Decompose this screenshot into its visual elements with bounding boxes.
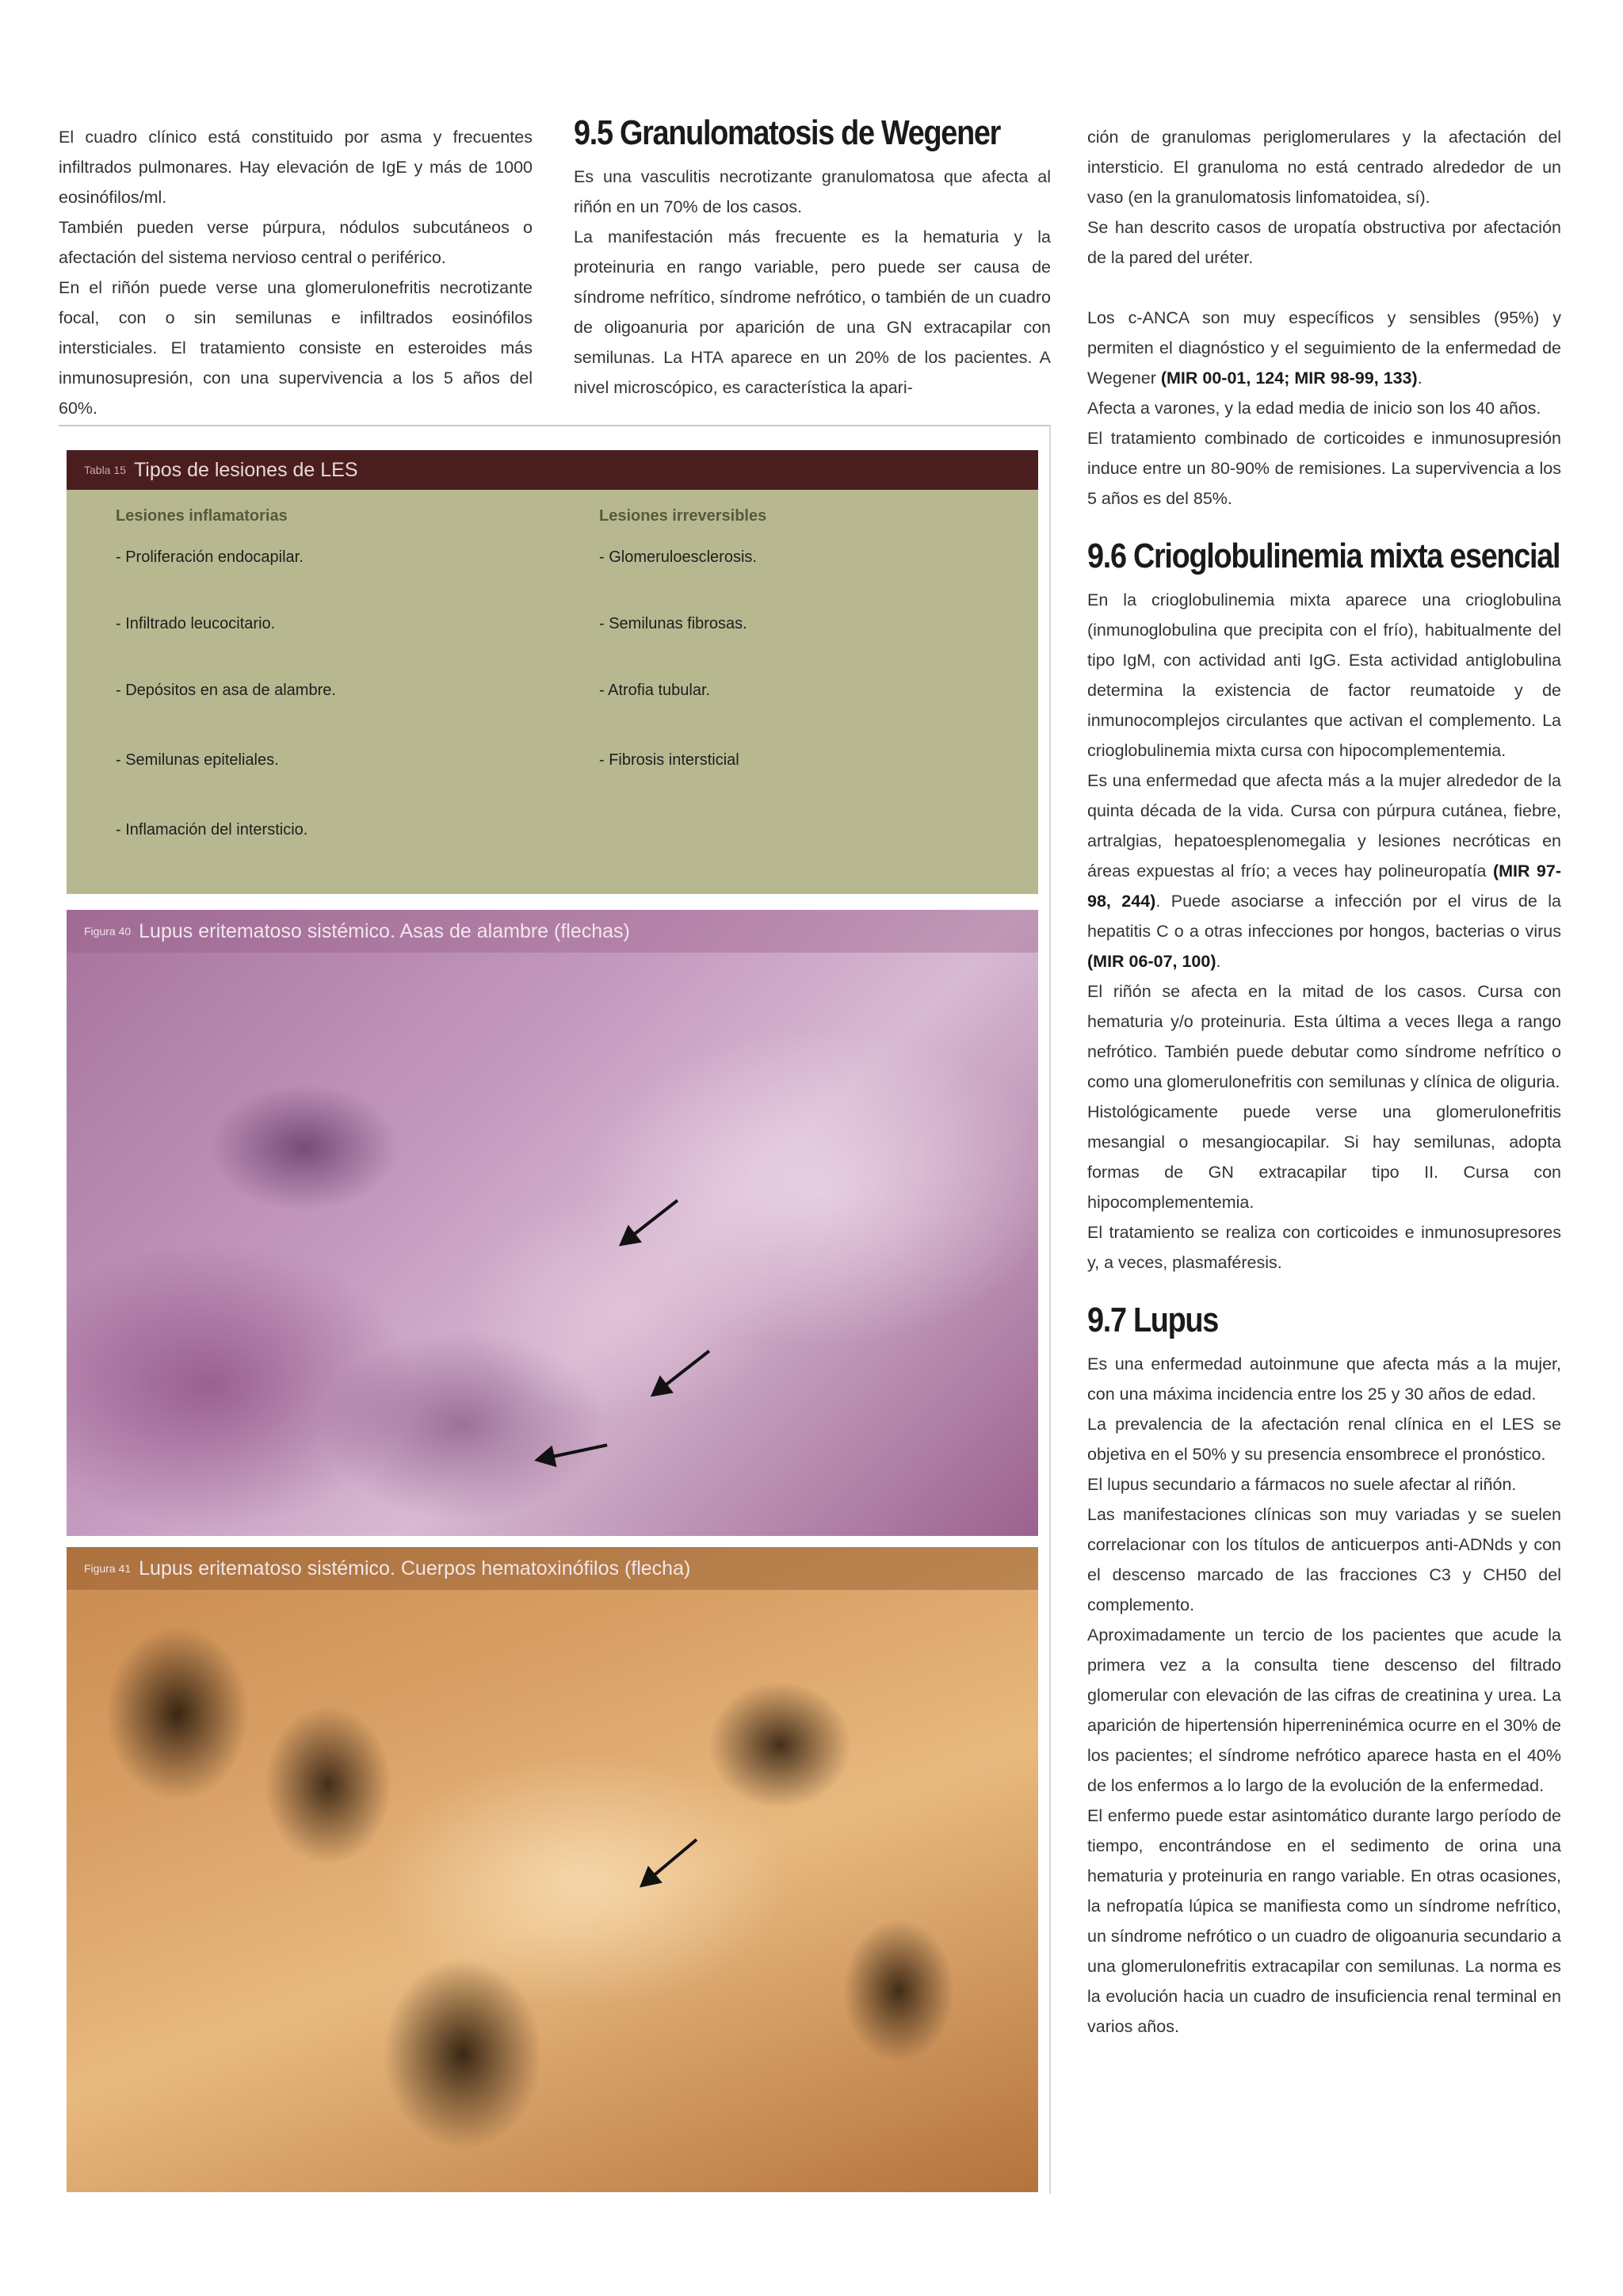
paragraph [1087, 303, 1561, 393]
paragraph: Se han descrito casos de uropatía obstructiva por afectación de la pared del uréter. [1087, 218, 1561, 267]
figure-41-micrograph [67, 1547, 1038, 2192]
section-heading-wegener: 9.5 Granulomatosis de Wegener [574, 113, 1001, 152]
list-item: - Depósitos en asa de alambre. [116, 682, 336, 699]
left-column [59, 122, 533, 423]
list-item: - Infiltrado leucocitario. [116, 615, 276, 632]
arrow-icon [641, 1839, 698, 1887]
paragraph: Aproximadamente un tercio de los pacientes que acude la primera vez a la consulta tiene descenso del filtrado glomerular con elevación de las cifras de creatinina y urea. La aparición de hipertensión hiperreninémica ocurre en el 30% de los pacientes; el síndrome nefrótico aparece hasta en el 40% de los enfermos a lo largo de la evolución de la enfermedad. [1087, 1626, 1561, 1795]
paragraph: El riñón se afecta en la mitad de los casos. Cursa con hematuria y/o proteinuria. Esta última a veces llega a rango nefrótico. También puede debutar como síndrome nefrítico o como una glomerulonefritis con semilunas y clínica de oliguria. [1087, 982, 1561, 1091]
table-column-irreversibles [599, 490, 995, 769]
paragraph: Las manifestaciones clínicas son muy variadas y se suelen correlacionar con los títulos de anticuerpos anti-ADNds y con el descenso marcado de las fracciones C3 y CH50 del complemento. [1087, 1505, 1561, 1614]
section-heading-crioglobulinemia: 9.6 Crioglobulinemia mixta esencial [1087, 537, 1560, 575]
figure-label: Figura 41 [84, 1562, 132, 1575]
paragraph: El enfermo puede estar asintomático durante largo período de tiempo, encontrándose en el sedimento de orina una hematuria y proteinuria en rango variable. En otras ocasiones, la nefropatía lúpica se manifiesta como un síndrome nefrítico, un síndrome nefrótico o un cuadro de oligoanuria secundario a una glomerulonefritis extracapilar con semilunas. La norma es la evolución hacia un cuadro de insuficiencia renal terminal en varios años. [1087, 1806, 1561, 2036]
table-lesiones-les [67, 450, 1038, 894]
table-column-inflamatorias [116, 490, 559, 839]
arrow-icon [621, 1199, 678, 1246]
anca-text: Los c-ANCA son muy específicos y sensibles (95%) y permiten el diagnóstico y el seguimiento de la enfermedad de Wegener [1087, 308, 1561, 388]
middle-column [574, 111, 1051, 403]
text: Es una enfermedad que afecta más a la mujer alrededor de la quinta década de la vida. Cursa con púrpura cutánea, fiebre, artralgias, hepatoesplenomegalia y lesiones necróticas en áreas expuestas al frío; a veces hay polineuropatía [1087, 771, 1561, 881]
table-label: Tabla 15 [84, 464, 126, 476]
paragraph: También pueden verse púrpura, nódulos subcutáneos o afectación del sistema nervioso central o periférico. [59, 218, 533, 267]
table-header [67, 450, 1038, 490]
paragraph: El tratamiento se realiza con corticoides e inmunosupresores y, a veces, plasmaféresis. [1087, 1223, 1561, 1272]
paragraph: Es una vasculitis necrotizante granulomatosa que afecta al riñón en un 70% de los casos. [574, 167, 1051, 216]
list-item: - Semilunas epiteliales. [116, 751, 279, 769]
table-body [67, 490, 1038, 894]
list-item: - Glomeruloesclerosis. [599, 548, 757, 566]
table-title: Tipos de lesiones de LES [133, 458, 358, 481]
paragraph: En el riñón puede verse una glomerulonefritis necrotizante focal, con o sin semilunas e infiltrados eosinófilos intersticiales. El tratamiento consiste en esteroides más inmunosupresión, con una supervivencia a los 5 años del 60%. [59, 278, 533, 418]
paragraph: La prevalencia de la afectación renal clínica en el LES se objetiva en el 50% y su presencia ensombrece el pronóstico. [1087, 1415, 1561, 1464]
paragraph: Es una enfermedad autoinmune que afecta más a la mujer, con una máxima incidencia entre los 25 y 30 años de edad. [1087, 1354, 1561, 1404]
paragraph: El cuadro clínico está constituido por asma y frecuentes infiltrados pulmonares. Hay elevación de IgE y más de 1000 eosinófilos/ml. [59, 128, 533, 207]
column-header: Lesiones irreversibles [599, 507, 767, 525]
list-item: - Semilunas fibrosas. [599, 615, 747, 632]
list-item: - Proliferación endocapilar. [116, 548, 304, 566]
list-item: - Atrofia tubular. [599, 682, 711, 699]
list-item: - Inflamación del intersticio. [116, 821, 308, 839]
section-heading-lupus: 9.7 Lupus [1087, 1301, 1219, 1339]
mir-reference: (MIR 00-01, 124; MIR 98-99, 133) [1160, 369, 1418, 388]
paragraph: Afecta a varones, y la edad media de inicio son los 40 años. [1087, 399, 1541, 418]
arrow-icon [652, 1350, 710, 1396]
figure-title: Lupus eritematoso sistémico. Asas de alambre (flechas) [139, 919, 630, 942]
text: . Puede asociarse a infección por el virus de la hepatitis C o a otras infecciones por hongos, bacterias o virus [1087, 892, 1561, 941]
paragraph [1087, 766, 1561, 976]
column-header: Lesiones inflamatorias [116, 507, 288, 525]
figure-label: Figura 40 [84, 925, 132, 938]
period: . [1417, 369, 1423, 388]
mir-reference: (MIR 06-07, 100) [1087, 952, 1216, 971]
paragraph: El tratamiento combinado de corticoides e inmunosupresión induce entre un 80-90% de remisiones. La supervivencia a los 5 años es del 85%. [1087, 429, 1561, 508]
paragraph: En la crioglobulinemia mixta aparece una crioglobulina (inmunoglobulina que precipita con el frío), habitualmente del tipo IgM, con actividad anti IgG. Esta actividad antiglobulina determina la existencia de factor reumatoide y de inmunocomplejos circulantes que activan el complemento. La crioglobulinemia mixta cursa con hipocomplementemia. [1087, 590, 1561, 760]
paragraph: ción de granulomas periglomerulares y la afectación del intersticio. El granuloma no está centrado alrededor de un vaso (en la granulomatosis linfomatoidea, sí). [1087, 128, 1561, 207]
figure-title: Lupus eritematoso sistémico. Cuerpos hematoxinófilos (flecha) [139, 1557, 691, 1580]
paragraph: Histológicamente puede verse una glomerulonefritis mesangial o mesangiocapilar. Si hay semilunas, adopta formas de GN extracapilar tipo II. Cursa con hipocomplementemia. [1087, 1102, 1561, 1212]
right-column [1087, 122, 1561, 2042]
period: . [1216, 952, 1221, 971]
mir-reference: (MIR 97-98, 244) [1087, 861, 1561, 911]
paragraph: El lupus secundario a fármacos no suele afectar al riñón. [1087, 1475, 1517, 1494]
arrow-icon [537, 1443, 608, 1461]
figure-caption [67, 910, 1038, 953]
list-item: - Fibrosis intersticial [599, 751, 739, 769]
figure-40-micrograph [67, 910, 1038, 1536]
paragraph: La manifestación más frecuente es la hematuria y la proteinuria en rango variable, pero puede ser causa de síndrome nefrítico, síndrome nefrótico, o también de un cuadro de oligoanuria por aparición de una GN extracapilar con semilunas. La HTA aparece en un 20% de los pacientes. A nivel microscópico, es característica la apari- [574, 227, 1051, 397]
figure-caption [67, 1547, 1038, 1590]
